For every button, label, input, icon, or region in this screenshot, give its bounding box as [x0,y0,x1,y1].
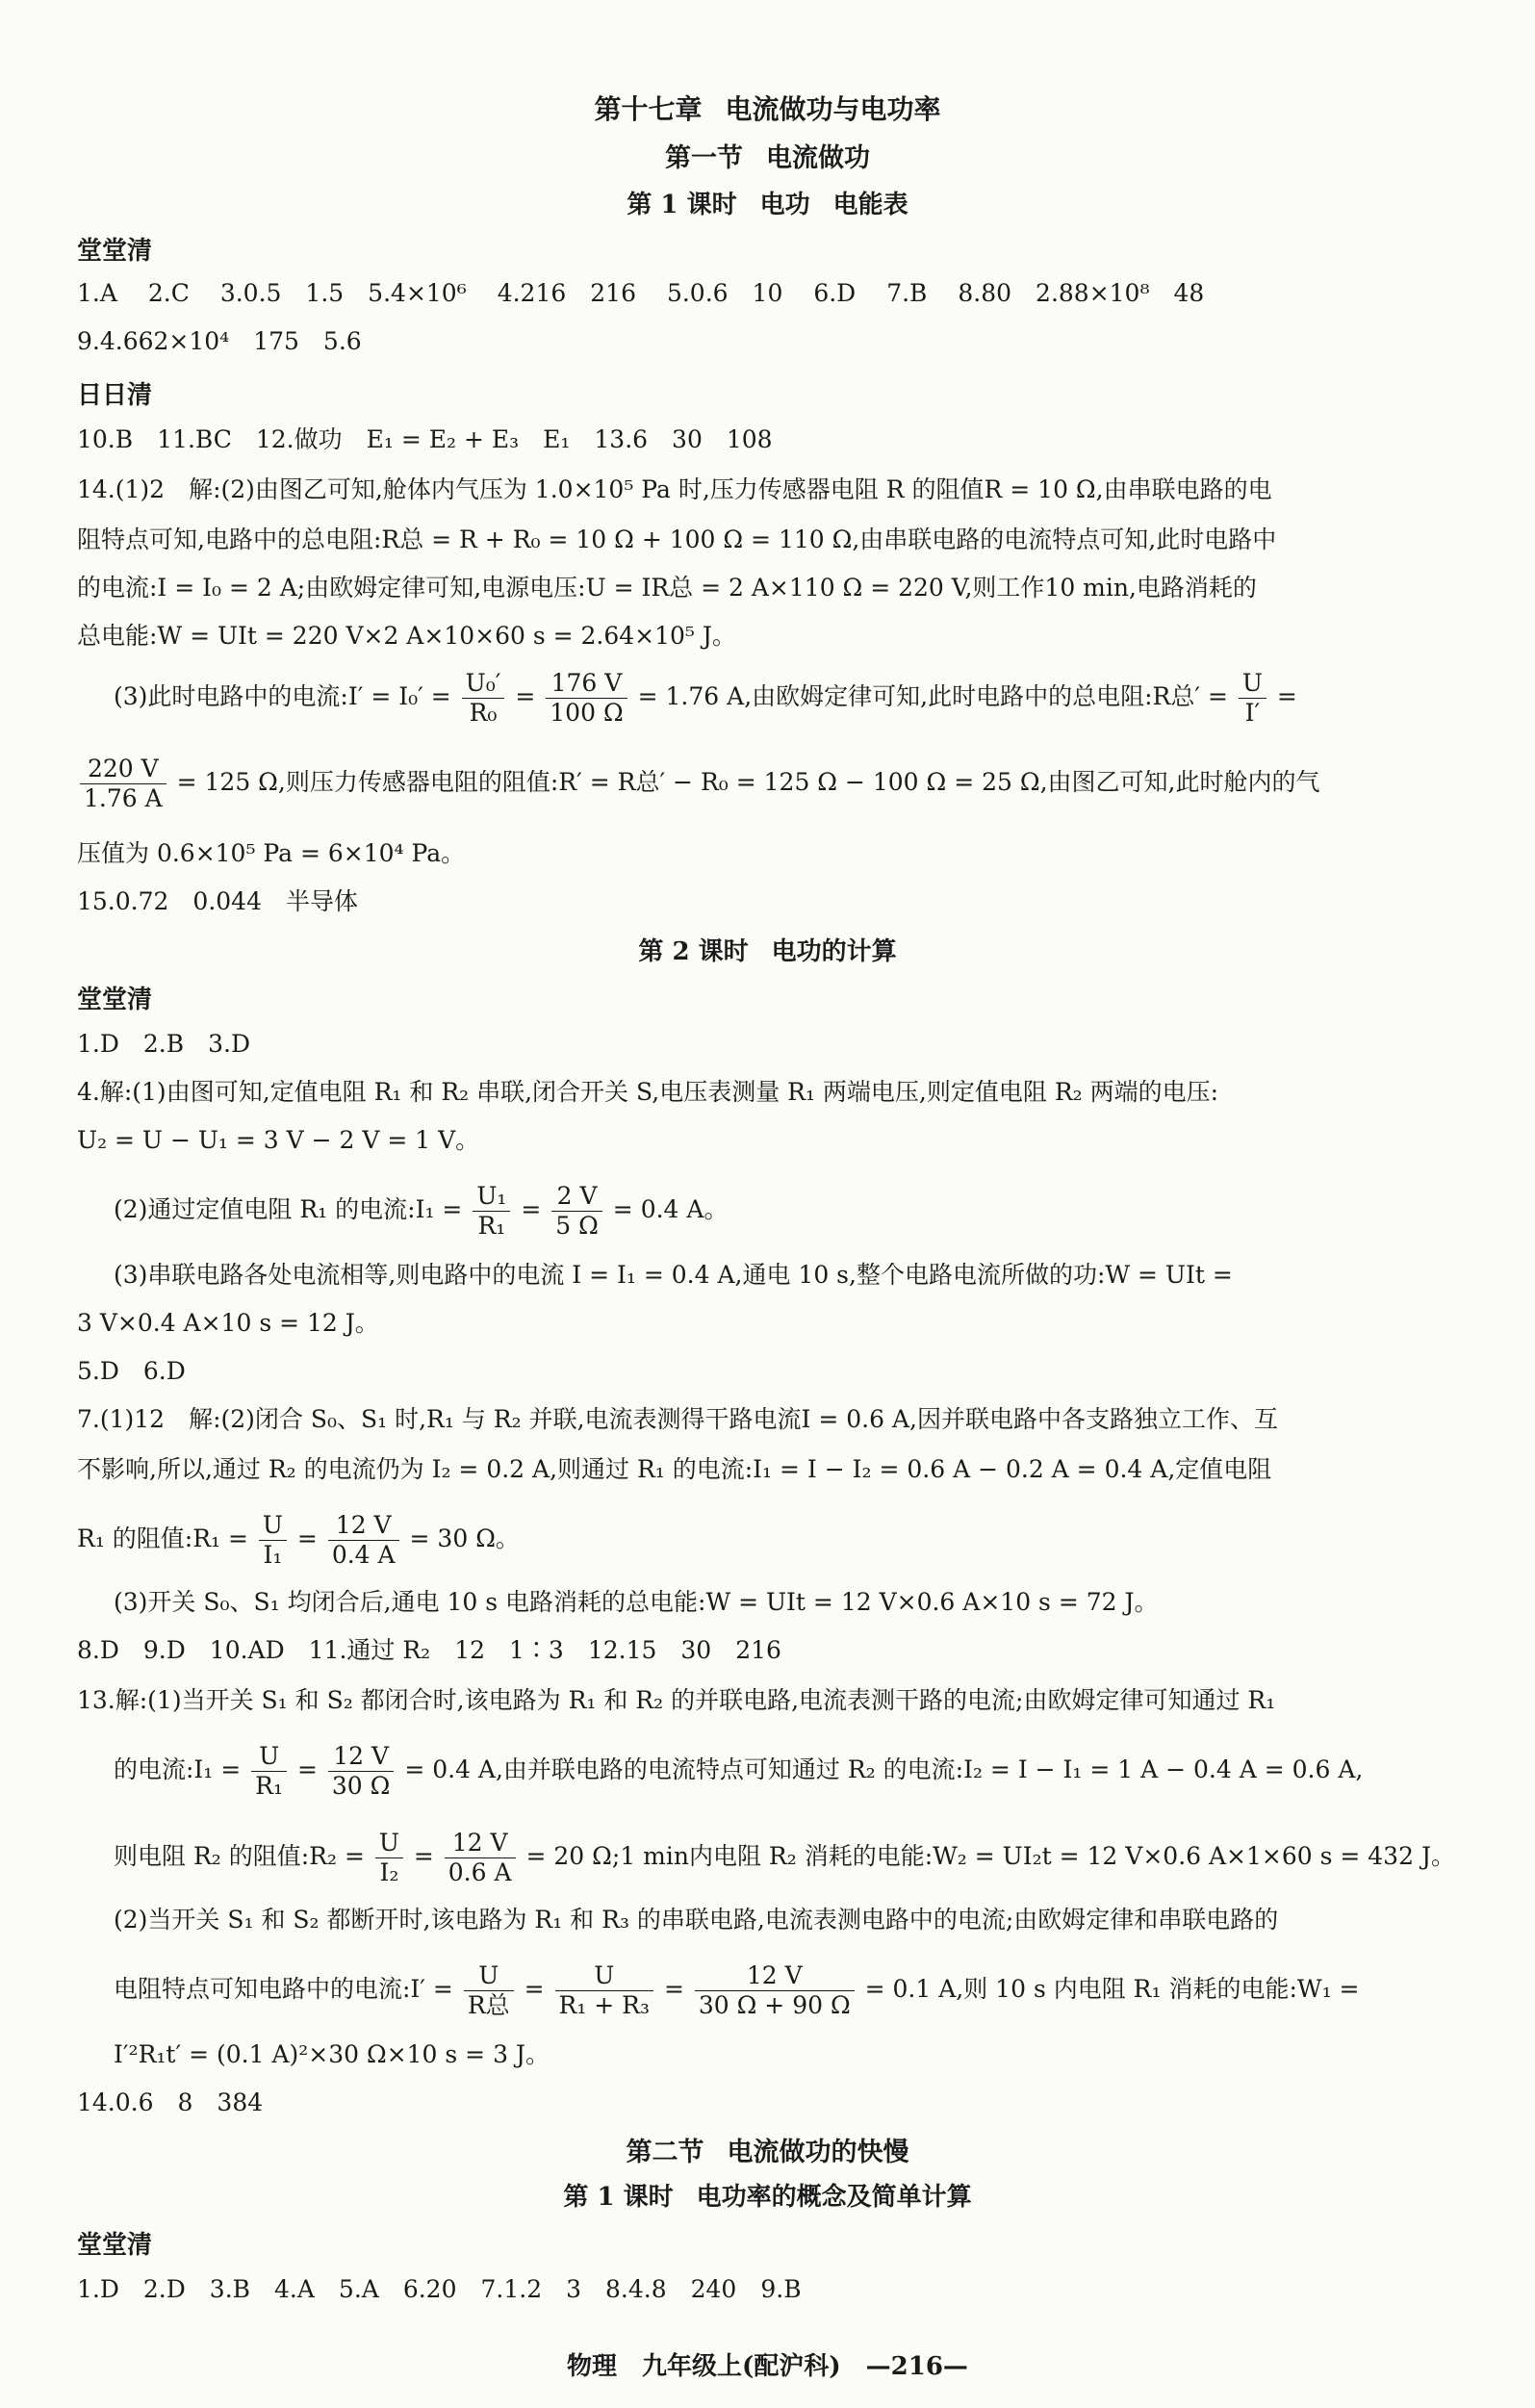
solution-line: (3)串联电路各处电流相等,则电路中的电流 I = I₁ = 0.4 A,通电 10 s,整个电路电流所做的功:W = UIt = [114,1261,1233,1289]
fraction: $\frac{\text{U₁}}{\text{R₁}}$ [473,1182,510,1241]
solution-line: U₂ = U − U₁ = 3 V − 2 V = 1 V。 [77,1126,480,1154]
page-footer: 物理 九年级上(配沪科) —216— [567,2352,968,2381]
solution-line: 不影响,所以,通过 R₂ 的电流仍为 I₂ = 0.2 A,则通过 R₁ 的电流:I₁ = I − I₂ = 0.6 A − 0.2 A = 0.4 A,定值电阻 [77,1455,1272,1483]
fraction: $\frac{176 V}{100 \Omega}$ [546,669,627,728]
section-title-2: 第二节 电流做功的快慢 [626,2138,909,2167]
answer-row: 10.B 11.BC 12.做功 E₁ = E₂ + E₃ E₁ 13.6 30 108 [77,425,773,453]
solution-line: 13.解:(1)当开关 S₁ 和 S₂ 都闭合时,该电路为 R₁ 和 R₂ 的并联电路,电流表测干路的电流;由欧姆定律可知通过 R₁ [77,1686,1276,1714]
fraction: $\frac{U}{\text{R总}}$ [464,1961,514,2020]
fraction: $\frac{2 V}{5 \Omega}$ [551,1182,602,1241]
solution-line: 电阻特点可知电路中的电流:I′ = $\frac{U}{\text{R总}}$ = $\frac{U}{\text{R₁ + R₃}}$ = $\frac{12 V}{30 \Omega + 90 \Omega}$ = 0.1 A,则 10 s 内电阻 R₁ 消耗的电能:W₁ = [114,1961,1360,2019]
fraction: $\frac{12 V}{0.6 A}$ [445,1829,516,1887]
section-label-riri: 日日清 [77,381,153,410]
section-title-1: 第一节 电流做功 [665,143,870,173]
answer-row: 9.4.662×10⁴ 175 5.6 [77,327,362,355]
solution-line: (3)此时电路中的电流:I′ = I₀′ = $\frac{\text{U₀′}}{\text{R₀}}$ = $\frac{176 V}{100 \Omega}$ = 1.76 A,由欧姆定律可知,此时电路中的总电阻:R总′ = $\frac{U}{I'}$ = [114,669,1297,727]
fraction: $\frac{U}{\text{R₁}}$ [251,1742,287,1801]
answer-row: 1.A 2.C 3.0.5 1.5 5.4×10⁶ 4.216 216 5.0.6 10 6.D 7.B 8.80 2.88×10⁸ 48 [77,279,1205,307]
answer-row: 14.0.6 8 384 [77,2088,264,2116]
solution-line: 3 V×0.4 A×10 s = 12 J。 [77,1309,379,1337]
solution-line: R₁ 的阻值:R₁ = $\frac{U}{\text{I₁}}$ = $\frac{12 V}{0.4 A}$ = 30 Ω。 [77,1511,520,1569]
fraction: $\frac{U}{\text{R₁ + R₃}}$ [555,1961,654,2020]
fraction: $\frac{U}{\text{I₂}}$ [375,1829,403,1887]
answer-row: 1.D 2.D 3.B 4.A 5.A 6.20 7.1.2 3 8.4.8 240 9.B [77,2275,802,2303]
solution-line: 14.(1)2 解:(2)由图乙可知,舱体内气压为 1.0×10⁵ Pa 时,压力传感器电阻 R 的阻值R = 10 Ω,由串联电路的电 [77,475,1272,503]
solution-line: 的电流:I₁ = $\frac{U}{\text{R₁}}$ = $\frac{12 V}{30 \Omega}$ = 0.4 A,由并联电路的电流特点可知通过 R₂ 的电流:I₂ = I − I₁ = 1 A − 0.4 A = 0.6 A, [114,1742,1364,1800]
solution-line: $\frac{220 V}{1.76 A}$ = 125 Ω,则压力传感器电阻的阻值:R′ = R总′ − R₀ = 125 Ω − 100 Ω = 25 Ω,由图乙可知,此时舱内的气 [77,755,1320,813]
solution-line: (3)开关 S₀、S₁ 均闭合后,通电 10 s 电路消耗的总电能:W = UIt = 12 V×0.6 A×10 s = 72 J。 [114,1588,1159,1616]
solution-line: I′²R₁t′ = (0.1 A)²×30 Ω×10 s = 3 J。 [114,2040,550,2068]
lesson-title-2: 第 2 课时 电功的计算 [638,937,897,966]
section-label-tangtang: 堂堂清 [77,2231,153,2260]
fraction: $\frac{U}{\text{I₁}}$ [259,1511,287,1570]
solution-line: (2)通过定值电阻 R₁ 的电流:I₁ = $\frac{\text{U₁}}{\text{R₁}}$ = $\frac{2 V}{5 \Omega}$ = 0.4 A。 [114,1182,729,1240]
solution-line: 的电流:I = I₀ = 2 A;由欧姆定律可知,电源电压:U = IR总 = 2 A×110 Ω = 220 V,则工作10 min,电路消耗的 [77,574,1257,602]
answer-row: 1.D 2.B 3.D [77,1030,251,1058]
fraction: $\frac{12 V}{30 \Omega + 90 \Omega}$ [695,1961,855,2020]
fraction: $\frac{12 V}{30 \Omega}$ [328,1742,395,1801]
chapter-title: 第十七章 电流做功与电功率 [594,93,941,125]
fraction: $\frac{220 V}{1.76 A}$ [80,755,166,813]
answer-row: 8.D 9.D 10.AD 11.通过 R₂ 12 1∶3 12.15 30 216 [77,1636,781,1664]
solution-line: 阻特点可知,电路中的总电阻:R总 = R + R₀ = 10 Ω + 100 Ω = 110 Ω,由串联电路的电流特点可知,此时电路中 [77,525,1277,553]
solution-line: 7.(1)12 解:(2)闭合 S₀、S₁ 时,R₁ 与 R₂ 并联,电流表测得干路电流I = 0.6 A,因并联电路中各支路独立工作、互 [77,1405,1278,1433]
answer-row: 5.D 6.D [77,1357,186,1385]
solution-line: 则电阻 R₂ 的阻值:R₂ = $\frac{U}{\text{I₂}}$ = $\frac{12 V}{0.6 A}$ = 20 Ω;1 min内电阻 R₂ 消耗的电能:W₂ = UI₂t = 12 V×0.6 A×1×60 s = 432 J。 [114,1829,1455,1886]
section-label-tangtang: 堂堂清 [77,237,153,266]
fraction: $\frac{U}{I'}$ [1239,669,1266,728]
fraction: $\frac{\text{U₀′}}{\text{R₀}}$ [462,669,505,728]
answer-row: 15.0.72 0.044 半导体 [77,887,358,915]
solution-line: 4.解:(1)由图可知,定值电阻 R₁ 和 R₂ 串联,闭合开关 S,电压表测量 R₁ 两端电压,则定值电阻 R₂ 两端的电压: [77,1078,1219,1106]
lesson-title-3: 第 1 课时 电功率的概念及简单计算 [563,2183,972,2212]
solution-line: 总电能:W = UIt = 220 V×2 A×10×60 s = 2.64×10⁵ J。 [77,622,736,650]
lesson-title-1: 第 1 课时 电功 电能表 [627,191,908,219]
section-label-tangtang: 堂堂清 [77,986,153,1014]
solution-line: (2)当开关 S₁ 和 S₂ 都断开时,该电路为 R₁ 和 R₃ 的串联电路,电流表测电路中的电流;由欧姆定律和串联电路的 [114,1906,1279,1934]
fraction: $\frac{12 V}{0.4 A}$ [328,1511,399,1570]
solution-line: 压值为 0.6×10⁵ Pa = 6×10⁴ Pa。 [77,839,466,867]
